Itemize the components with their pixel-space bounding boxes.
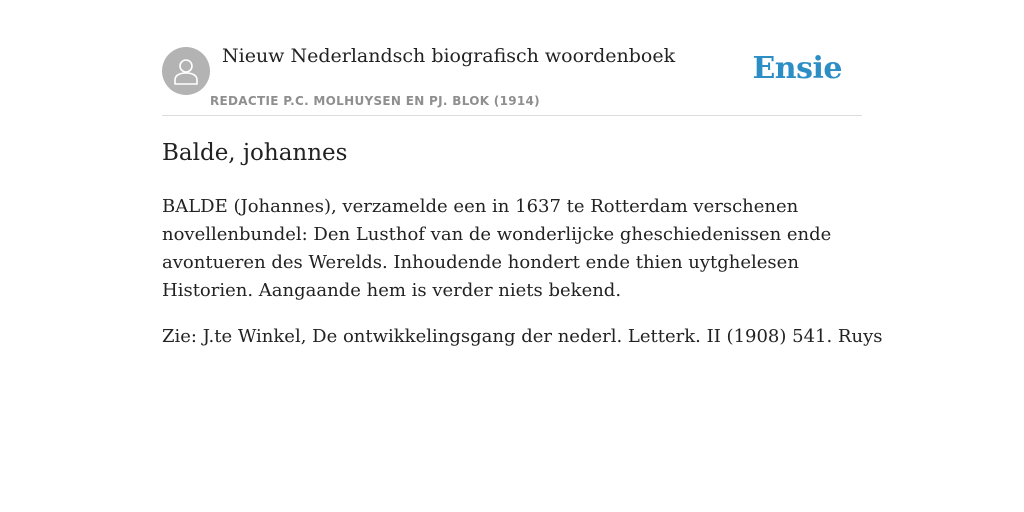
user-icon bbox=[172, 56, 200, 86]
entry-title: Balde, johannes bbox=[162, 140, 348, 166]
source-header bbox=[162, 0, 862, 116]
brand-logo[interactable]: Ensie bbox=[752, 51, 842, 86]
page-container bbox=[162, 0, 883, 347]
entry-reference: Zie: J.te Winkel, De ontwikkelingsgang der nederl. Letterk. II (1908) 541. Ruys bbox=[162, 326, 883, 347]
entry-body: BALDE (Johannes), verzamelde een in 1637 te Rotterdam verschenen novellenbundel: Den Lusthof van de wonderlijcke gheschiedenissen ende avontueren des Werelds. Inhoudende hondert ende thien uytghelesen Historien. Aangaande hem is verder niets bekend. bbox=[162, 196, 832, 301]
source-subtitle: REDACTIE P.C. MOLHUYSEN EN PJ. BLOK (1914) bbox=[210, 94, 540, 108]
source-title[interactable]: Nieuw Nederlandsch biografisch woordenboek bbox=[222, 45, 676, 67]
avatar[interactable] bbox=[162, 47, 210, 95]
